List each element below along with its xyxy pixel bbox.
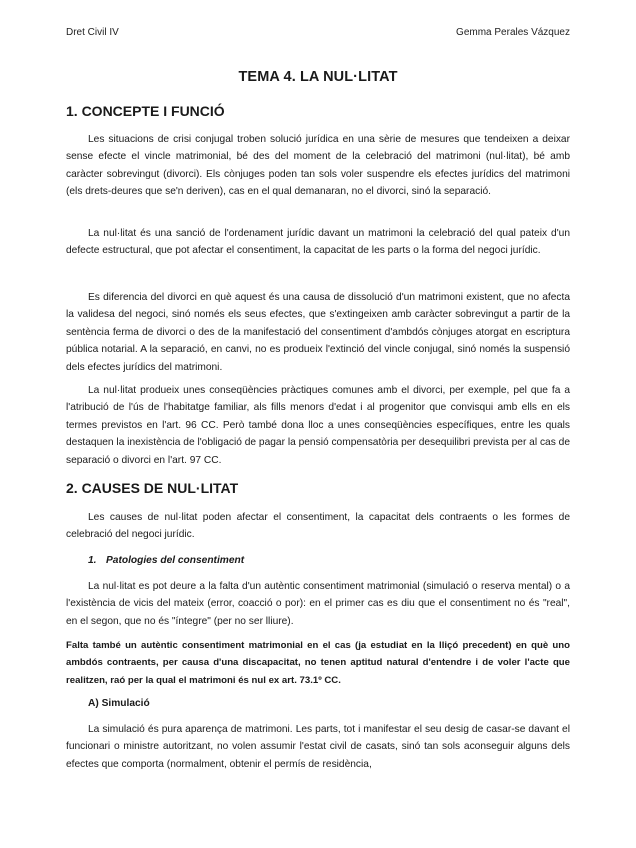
section-2-heading: 2. CAUSES DE NUL·LITAT <box>66 480 239 496</box>
section-1-heading: 1. CONCEPTE I FUNCIÓ <box>66 103 225 119</box>
paragraph: Les situacions de crisi conjugal troben solució jurídica en una sèrie de mesures que tendeixen a deixar sense efecte el vincle matrimonial, bé des del moment de la celebració del matrimoni (nul·litat), bé amb caràcter sobrevingut (divorci). Els cònjuges poden tan sols voler suspendre els efectes jurídics del matrimoni (els drets-deures que se'n deriven), cas en el qual demanaran, no el divorci, sinó la separació. <box>66 134 570 198</box>
paragraph: Es diferencia del divorci en què aquest és una causa de dissolució d'un matrimoni existent, que no afecta la validesa del negoci, sinó només els seus efectes, que s'extingeixen amb caràcter sobrevingut a partir de la sentència ferma de divorci o des de la manifestació del consentiment d'ambdós cònjuges atorgat en escriptura pública notarial. A la separació, en canvi, no es produeix l'extinció del vincle conjugal, sinó només la suspensió dels efectes jurídics del matrimoni. <box>66 292 570 373</box>
page-title: TEMA 4. LA NUL·LITAT <box>238 69 398 85</box>
section-1-body-2 <box>66 225 570 260</box>
subsection-1-title: Patologies del consentiment <box>106 555 245 566</box>
subsection-1-body <box>66 578 570 630</box>
paragraph: Les causes de nul·litat poden afectar el consentiment, la capacitat dels contraents o les formes de celebració del negoci jurídic. <box>66 512 570 541</box>
section-2-intro <box>66 509 570 544</box>
subsection-1-number: 1. <box>88 555 97 566</box>
paragraph: La nul·litat és una sanció de l'ordenament jurídic davant un matrimoni la celebració del qual pateix d'un defecte estructural, que pot afectar el consentiment, la capacitat de les parts o la forma del negoci jurídic. <box>66 228 570 257</box>
section-1-body <box>66 131 570 201</box>
header-course: Dret Civil IV <box>66 27 119 38</box>
subsection-1-heading <box>66 552 570 569</box>
section-1 <box>66 101 570 121</box>
note-block <box>66 637 570 689</box>
paragraph: La nul·litat produeix unes conseqüències pràctiques comunes amb el divorci, per exemple, pel que fa a l'atribució de l'ús de l'habitatge familiar, als fills menors d'edat i al progenitor que convisqui amb ells en els termes previstos en l'art. 96 CC. Però també dona lloc a unes conseqüències específiques, entre les quals destaquen la inexistència de l'obligació de pagar la pensió compensatòria per desequilibri prevista per al cas de separació o divorci en l'art. 97 CC. <box>66 385 570 466</box>
section-1-body-3 <box>66 289 570 376</box>
paragraph: La nul·litat es pot deure a la falta d'un autèntic consentiment matrimonial (simulació o reserva mental) o a l'existència de vicis del mateix (error, coacció o por): en el primer cas es diu que el consentiment no és "real", en el segon, que no és "íntegre" (per no ser lliure). <box>66 581 570 627</box>
section-1-body-4 <box>66 382 570 469</box>
note-paragraph: Falta també un autèntic consentiment matrimonial en el cas (ja estudiat en la lliçó precedent) en què uno ambdós contraents, per causa d'una discapacitat, no tenen aptitud natural d'entendre i de voler l'acte que realitzen, raó per la qual el matrimoni és nul ex art. 73.1º CC. <box>66 640 570 686</box>
subsection-a-heading: A) Simulació <box>88 698 150 709</box>
subsection-a <box>66 695 570 712</box>
subsection-a-body <box>66 721 570 773</box>
section-2 <box>66 478 570 498</box>
paragraph: La simulació és pura aparença de matrimoni. Les parts, tot i manifestar el seu desig de casar-se davant el funcionari o ministre autoritzant, no volen assumir l'estat civil de casats, sinó tan sols aconseguir alguns dels efectes que comporta (normalment, obtenir el permís de residència, <box>66 724 570 770</box>
subsection-1 <box>66 552 570 569</box>
header-author: Gemma Perales Vázquez <box>456 27 570 38</box>
